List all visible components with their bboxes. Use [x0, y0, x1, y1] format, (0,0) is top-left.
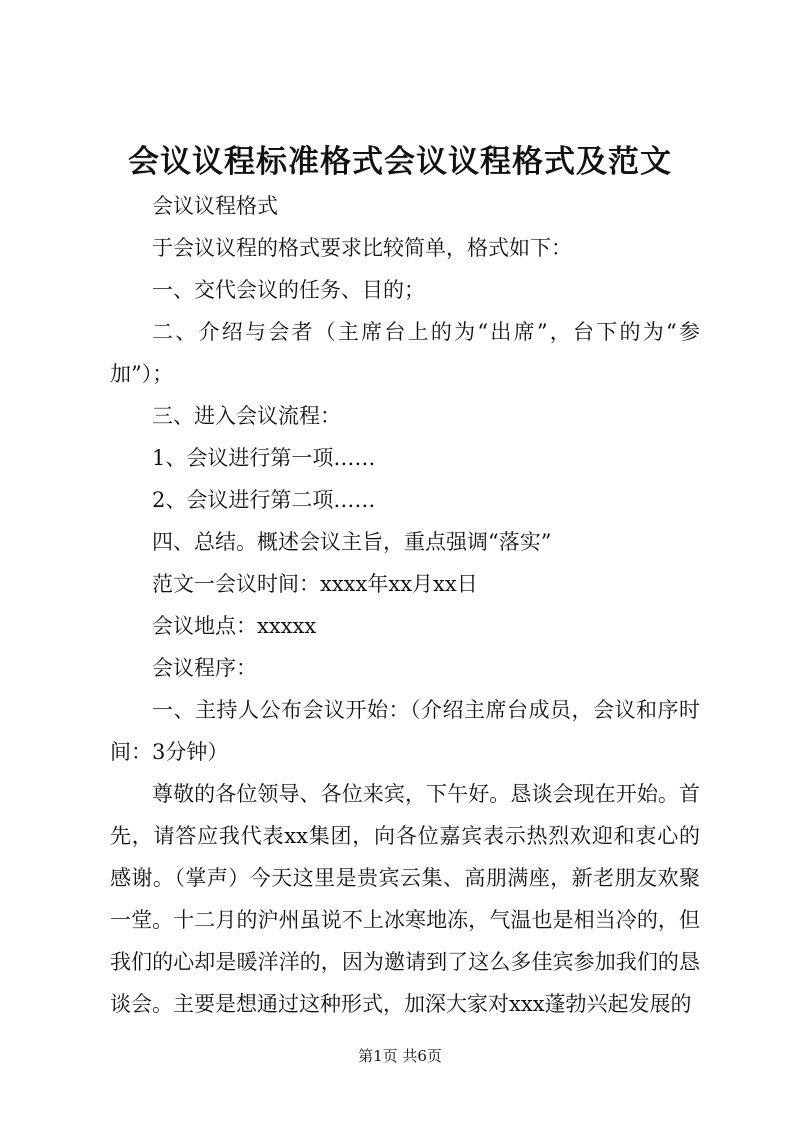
paragraph: 1、会议进行第一项…… — [152, 446, 376, 470]
paragraph: 会议程序： — [152, 656, 257, 680]
paragraph: 二、介绍与会者（主席台上的为“出席”，台下的为“参加”）； — [110, 320, 700, 386]
page-footer: 第1页 共6页 — [358, 1047, 442, 1065]
paragraph: 范文一会议时间：xxxx年xx月xx日 — [152, 572, 478, 596]
paragraph: 四、总结。概述会议主旨，重点强调“落实” — [152, 530, 552, 554]
paragraph: 于会议议程的格式要求比较简单，格式如下： — [152, 236, 572, 260]
document-title: 会议议程标准格式会议议程格式及范文 — [128, 144, 672, 180]
document-body — [110, 185, 700, 1025]
paragraph: 2、会议进行第二项…… — [152, 488, 376, 512]
paragraph: 会议议程格式 — [152, 194, 278, 218]
paragraph: 一、交代会议的任务、目的； — [152, 278, 425, 302]
paragraph: 尊敬的各位领导、各位来宾，下午好。恳谈会现在开始。首先，请答应我代表xx集团，向各位嘉宾表示热烈欢迎和衷心的感谢。（掌声）今天这里是贵宾云集、高朋满座，新老朋友欢聚一堂。十二月的沪州虽说不上冰寒地冻，气温也是相当冷的，但我们的心却是暖洋洋的，因为邀请到了这么多佳宾参加我们的恳谈会。主要是想通过这种形式，加深大家对xxx蓬勃兴起发展的 — [110, 782, 700, 1016]
paragraph: 三、进入会议流程： — [152, 404, 341, 428]
paragraph: 会议地点：xxxxx — [152, 614, 317, 638]
paragraph: 一、主持人公布会议开始：（介绍主席台成员，会议和序时间：3分钟） — [110, 698, 700, 764]
